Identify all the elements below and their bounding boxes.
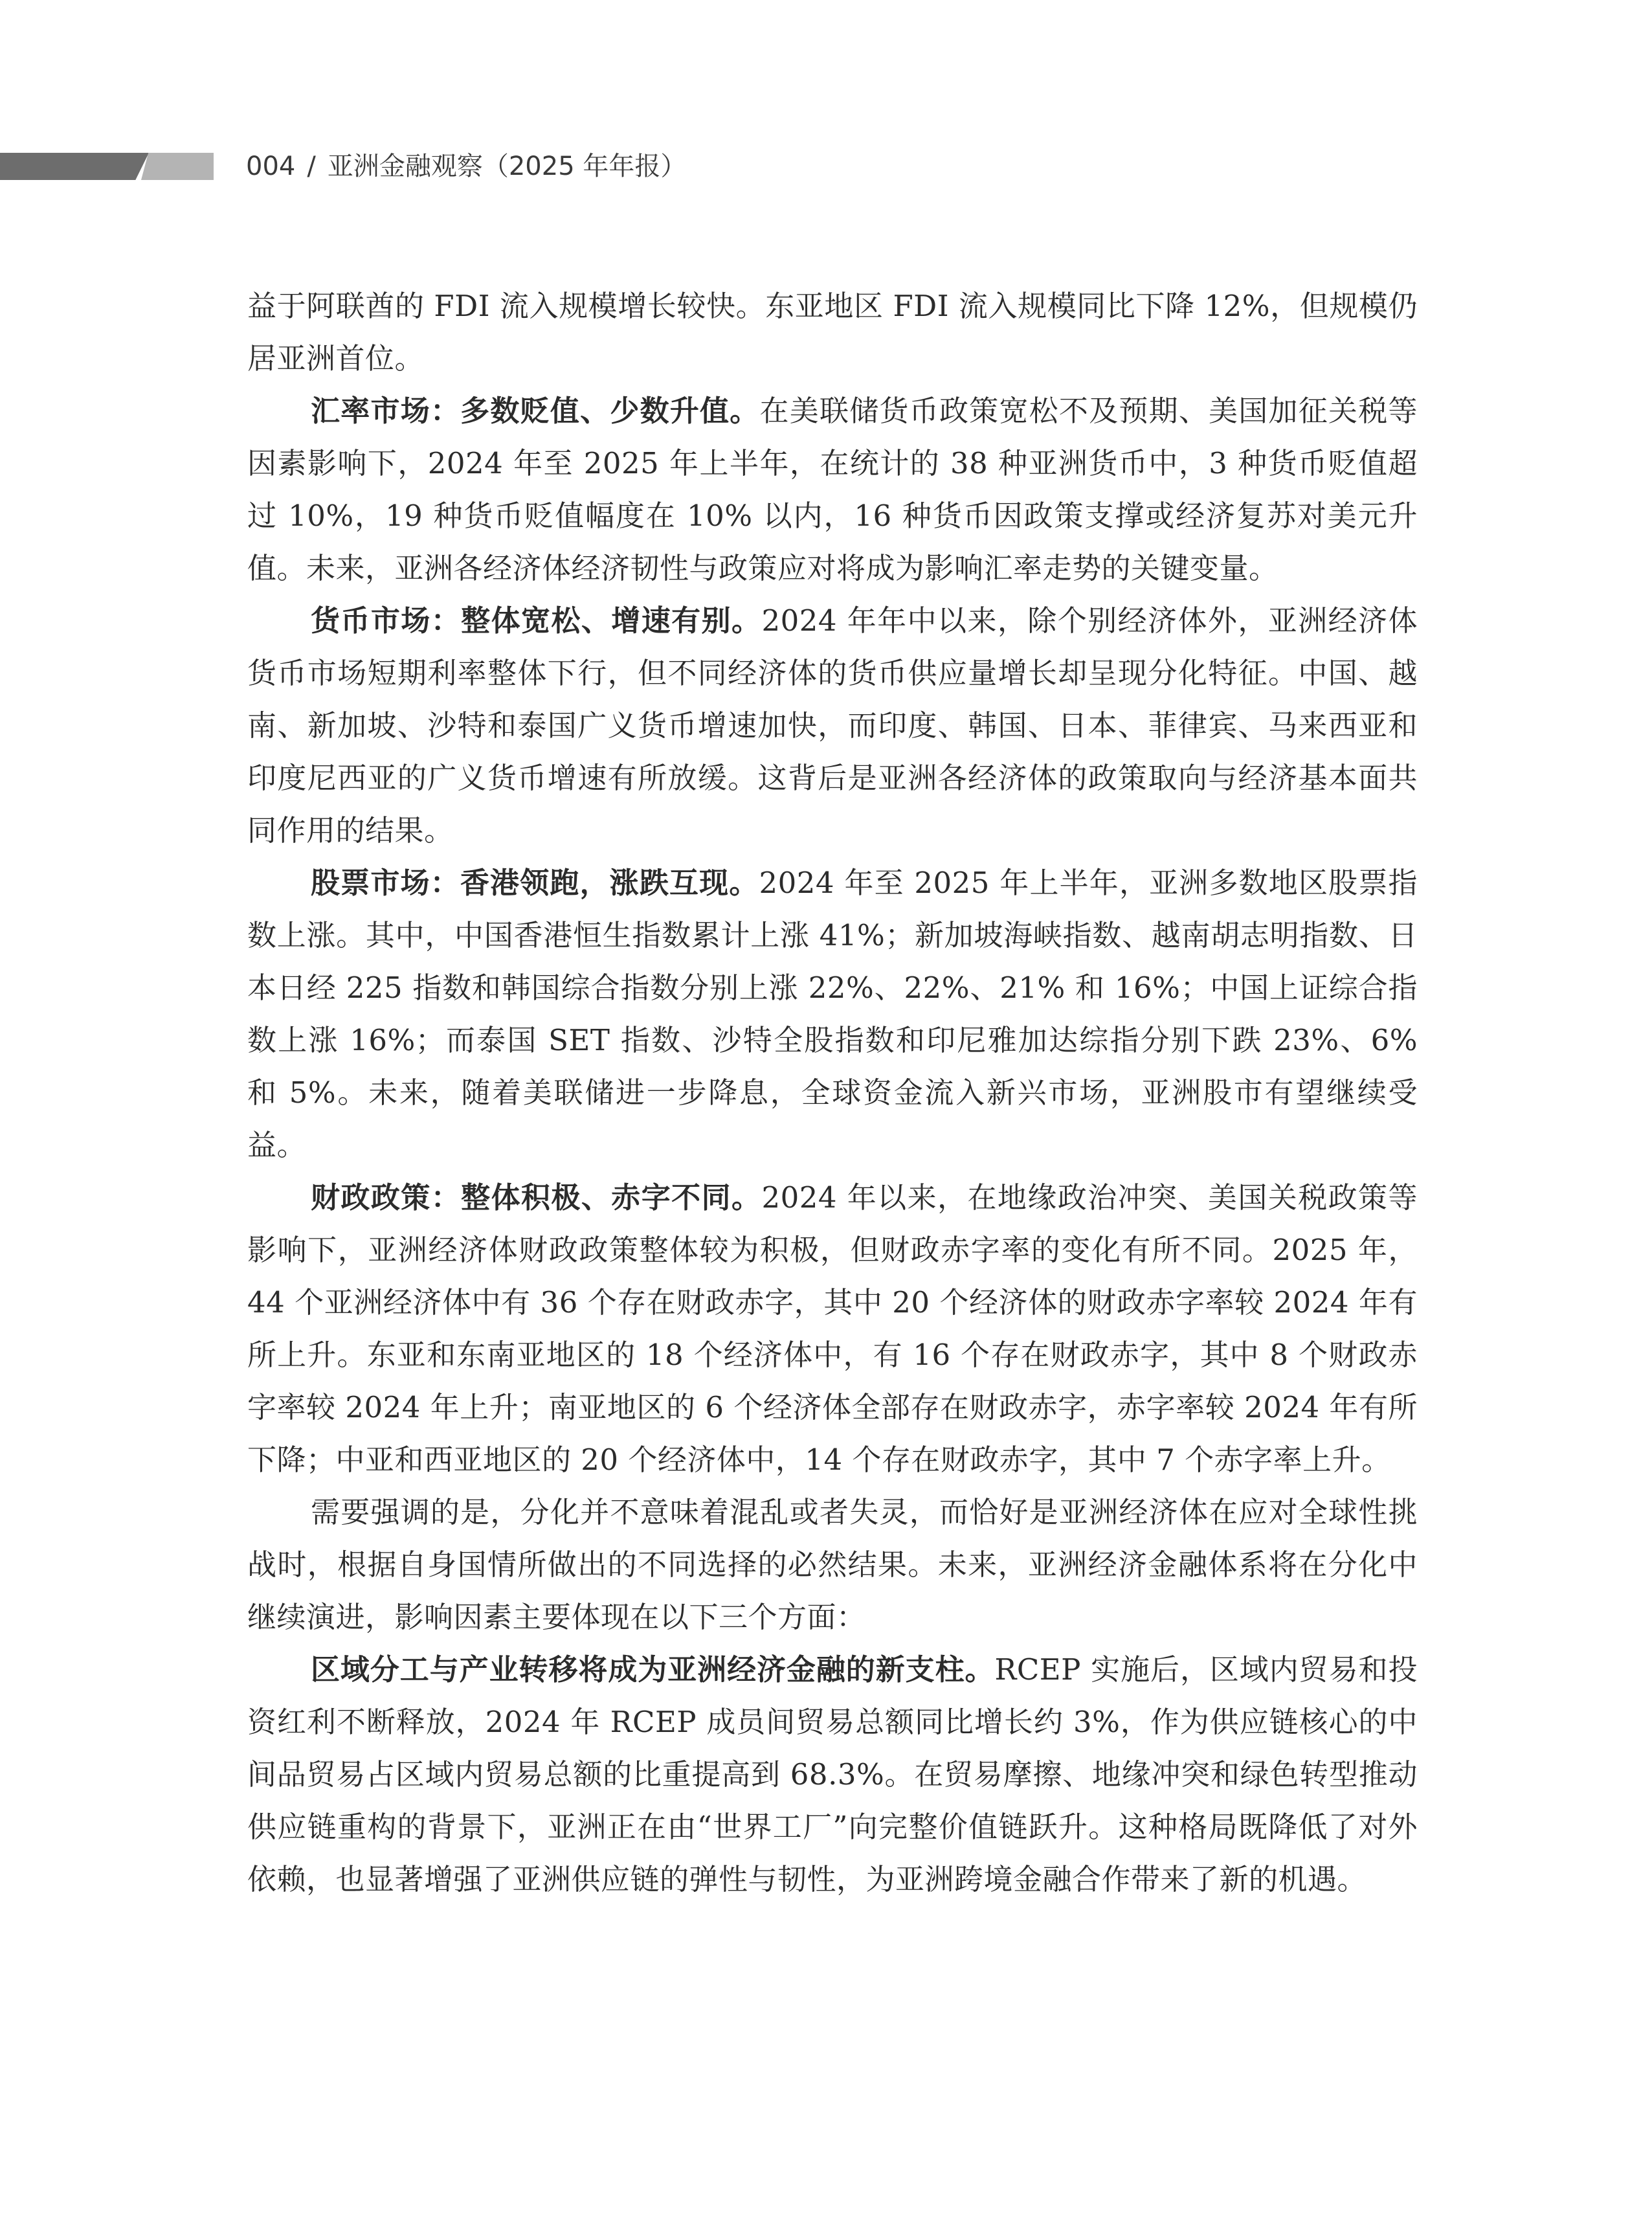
paragraph-text: 2024 年以来，在地缘政治冲突、美国关税政策等影响下，亚洲经济体财政政策整体较为积极，但财政赤字率的变化有所不同。2025 年，44 个亚洲经济体中有 36 个存在财政赤字，其中 20 个经济体的财政赤字率较 2024 年有所上升。东亚和东南亚地区的 18 个经济体中，有 16 个存在财政赤字，其中 8 个财政赤字率较 2024 年上升；南亚地区的 6 个经济体全部存在财政赤字，赤字率较 2024 年有所下降；中亚和西亚地区的 20 个经济体中，14 个存在财政赤字，其中 7 个赤字率上升。 (247, 1180, 1418, 1477)
page-number: 004 (246, 152, 296, 181)
header-decorative-band (0, 153, 214, 180)
header-band-dark-segment (0, 153, 149, 180)
paragraph-fdi-continuation (247, 280, 1418, 385)
paragraph-exchange-rate (247, 385, 1418, 594)
paragraph-text: 需要强调的是，分化并不意味着混乱或者失灵，而恰好是亚洲经济体在应对全球性挑战时，根据自身国情所做出的不同选择的必然结果。未来，亚洲经济金融体系将在分化中继续演进，影响因素主要体现在以下三个方面： (247, 1495, 1418, 1634)
paragraph-lead-heading: 财政政策：整体积极、赤字不同。 (311, 1180, 762, 1215)
paragraph-stock-market (247, 857, 1418, 1171)
paragraph-lead-heading: 股票市场：香港领跑，涨跌互现。 (311, 866, 759, 900)
paragraph-text: 在美联储货币政策宽松不及预期、美国加征关税等因素影响下，2024 年至 2025 年上半年，在统计的 38 种亚洲货币中，3 种货币贬值超过 10%，19 种货币贬值幅度在 10% 以内，16 种货币因政策支撑或经济复苏对美元升值。未来，亚洲各经济体经济韧性与政策应对将成为影响汇率走势的关键变量。 (247, 394, 1418, 585)
running-header (246, 149, 686, 184)
body-text (247, 280, 1418, 1906)
paragraph-lead-heading: 区域分工与产业转移将成为亚洲经济金融的新支柱。 (311, 1652, 995, 1687)
paragraph-money-market (247, 594, 1418, 857)
paragraph-text: 益于阿联酋的 FDI 流入规模增长较快。东亚地区 FDI 流入规模同比下降 12%，但规模仍居亚洲首位。 (247, 289, 1418, 376)
header-separator: / (307, 152, 316, 181)
paragraph-lead-heading: 汇率市场：多数贬值、少数升值。 (311, 394, 760, 428)
paragraph-text: RCEP 实施后，区域内贸易和投资红利不断释放，2024 年 RCEP 成员间贸易总额同比增长约 3%，作为供应链核心的中间品贸易占区域内贸易总额的比重提高到 68.3%。在贸易摩擦、地缘冲突和绿色转型推动供应链重构的背景下，亚洲正在由“世界工厂”向完整价值链跃升。这种格局既降低了对外依赖，也显著增强了亚洲供应链的弹性与韧性，为亚洲跨境金融合作带来了新的机遇。 (247, 1652, 1418, 1896)
paragraph-divergence-note (247, 1486, 1418, 1643)
paragraph-fiscal-policy (247, 1171, 1418, 1486)
paragraph-text: 2024 年至 2025 年上半年，亚洲多数地区股票指数上涨。其中，中国香港恒生指数累计上涨 41%；新加坡海峡指数、越南胡志明指数、日本日经 225 指数和韩国综合指数分别上涨 22%、22%、21% 和 16%；中国上证综合指数上涨 16%；而泰国 SET 指数、沙特全股指数和印尼雅加达综指分别下跌 23%、6% 和 5%。未来，随着美联储进一步降息，全球资金流入新兴市场，亚洲股市有望继续受益。 (247, 866, 1418, 1162)
header-band-light-segment (141, 153, 214, 180)
paragraph-regional-division (247, 1643, 1418, 1906)
paragraph-lead-heading: 货币市场：整体宽松、增速有别。 (311, 603, 762, 638)
paragraph-text: 2024 年年中以来，除个别经济体外，亚洲经济体货币市场短期利率整体下行，但不同经济体的货币供应量增长却呈现分化特征。中国、越南、新加坡、沙特和泰国广义货币增速加快，而印度、韩国、日本、菲律宾、马来西亚和印度尼西亚的广义货币增速有所放缓。这背后是亚洲各经济体的政策取向与经济基本面共同作用的结果。 (247, 603, 1418, 848)
publication-title: 亚洲金融观察（2025 年年报） (327, 152, 687, 181)
